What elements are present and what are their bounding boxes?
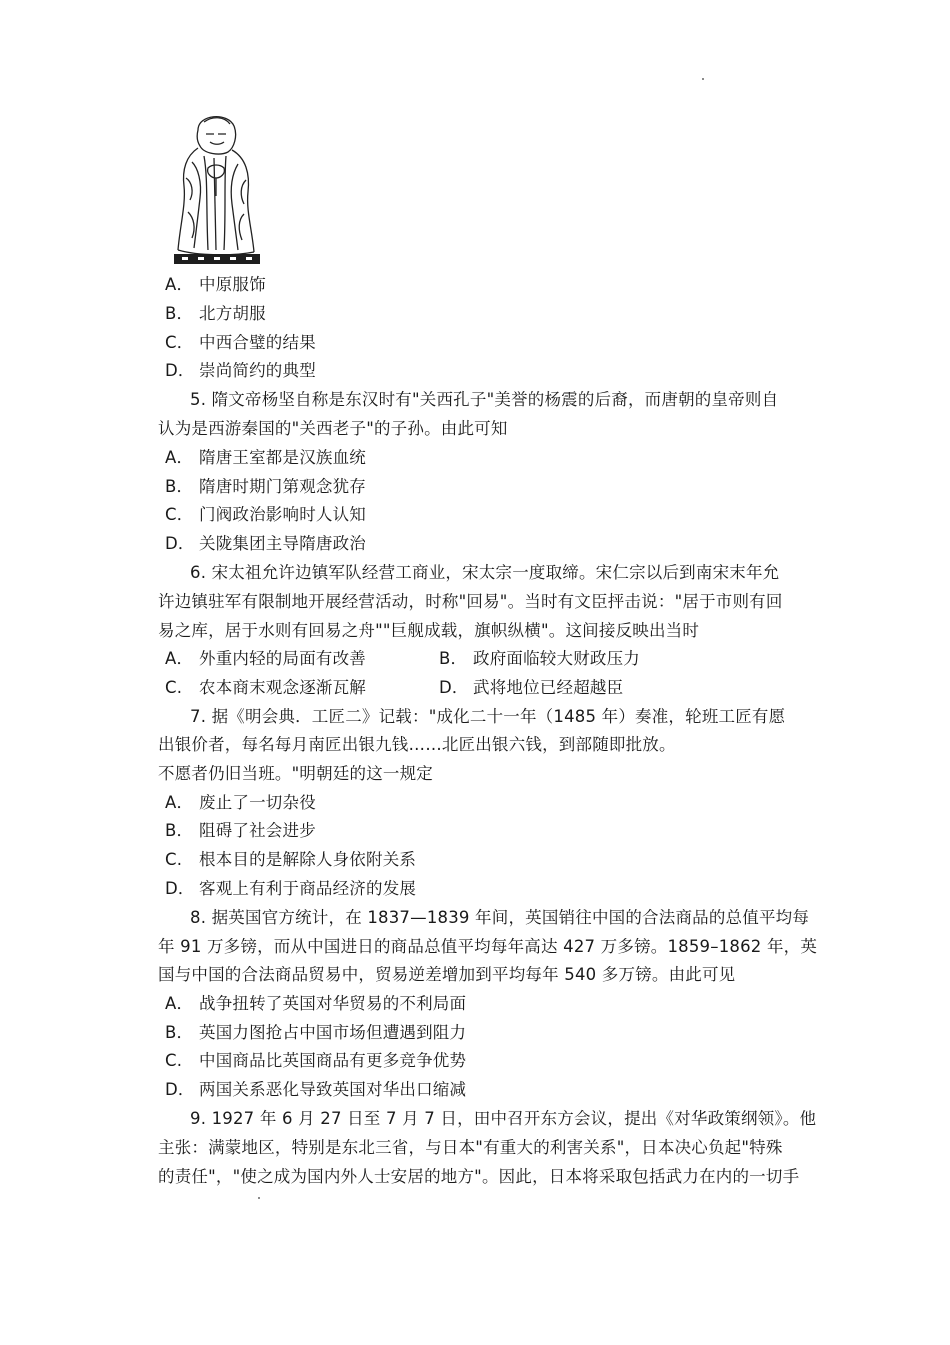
speck <box>258 1197 260 1199</box>
q5-stem-cont: 认为是西游秦国的"关西老子"的子孙。由此可知 <box>158 419 508 438</box>
q8-option-b[interactable]: B． 英国力图抢占中国市场但遭遇到阻力 <box>165 1023 467 1042</box>
q8-option-d[interactable]: D． 两国关系恶化导致英国对华出口缩减 <box>165 1080 467 1099</box>
q4-option-d[interactable]: D． 崇尚简约的典型 <box>165 361 316 380</box>
q5-option-c[interactable]: C． 门阀政治影响时人认知 <box>165 505 366 524</box>
q4-option-c[interactable]: C． 中西合璧的结果 <box>165 333 316 352</box>
q8-stem-cont: 国与中国的合法商品贸易中，贸易逆差增加到平均每年 540 多万镑。由此可见 <box>158 965 736 984</box>
q6-option-d[interactable]: D． 武将地位已经超越臣 <box>439 678 624 697</box>
q6-stem-cont: 易之库，居于水则有回易之舟""巨舰成载，旗帜纵横"。这间接反映出当时 <box>158 621 700 640</box>
q9-stem-cont: 主张：满蒙地区，特别是东北三省，与日本"有重大的利害关系"，日本决心负起"特殊 <box>158 1138 783 1157</box>
q7-stem: 7. 据《明会典．工匠二》记载："成化二十一年（1485 年）奏准，轮班工匠有愿 <box>190 707 786 726</box>
q9-stem-cont: 的责任"，"使之成为国内外人士安居的地方"。因此，日本将采取包括武力在内的一切手 <box>158 1167 800 1186</box>
q7-option-a[interactable]: A． 废止了一切杂役 <box>165 793 316 812</box>
q6-option-b[interactable]: B． 政府面临较大财政压力 <box>439 649 640 668</box>
q4-option-a[interactable]: A． 中原服饰 <box>165 275 266 294</box>
q5-option-a[interactable]: A． 隋唐王室都是汉族血统 <box>165 448 366 467</box>
q6-stem-cont: 许边镇驻军有限制地开展经营活动，时称"回易"。当时有文臣抨击说："居于市则有回 <box>158 592 783 611</box>
speck <box>702 78 704 80</box>
q6-stem: 6. 宋太祖允许边镇军队经营工商业，宋太宗一度取缔。宋仁宗以后到南宋末年允 <box>190 563 780 582</box>
q5-option-b[interactable]: B． 隋唐时期门第观念犹存 <box>165 477 366 496</box>
q8-option-a[interactable]: A． 战争扭转了英国对华贸易的不利局面 <box>165 994 467 1013</box>
q7-stem-cont: 出银价者，每名每月南匠出银九钱……北匠出银六钱，到部随即批放。 <box>158 735 676 754</box>
q8-stem: 8. 据英国官方统计，在 1837—1839 年间，英国销往中国的合法商品的总值平均每 <box>190 908 810 927</box>
q4-option-b[interactable]: B． 北方胡服 <box>165 304 266 323</box>
q7-option-b[interactable]: B． 阻碍了社会进步 <box>165 821 316 840</box>
statue-illustration <box>168 108 264 268</box>
q5-stem: 5. 隋文帝杨坚自称是东汉时有"关西孔子"美誉的杨震的后裔，而唐朝的皇帝则自 <box>190 390 779 409</box>
q9-stem: 9. 1927 年 6 月 27 日至 7 月 7 日，田中召开东方会议，提出《对华政策纲领》。他 <box>190 1109 817 1128</box>
q7-option-c[interactable]: C. 根本目的是解除人身依附关系 <box>165 850 417 869</box>
q7-stem-cont: 不愿者仍旧当班。"明朝廷的这一规定 <box>158 764 433 783</box>
q5-option-d[interactable]: D． 关陇集团主导隋唐政治 <box>165 534 366 553</box>
q7-option-d[interactable]: D． 客观上有利于商品经济的发展 <box>165 879 417 898</box>
q6-option-a[interactable]: A． 外重内轻的局面有改善 <box>165 649 366 668</box>
q8-option-c[interactable]: C. 中国商品比英国商品有更多竞争优势 <box>165 1051 467 1070</box>
q8-stem-cont: 年 91 万多镑，而从中国进日的商品总值平均每年高达 427 万多镑。1859–1862 年，英 <box>158 937 818 956</box>
q6-option-c[interactable]: C. 农本商末观念逐渐瓦解 <box>165 678 366 697</box>
